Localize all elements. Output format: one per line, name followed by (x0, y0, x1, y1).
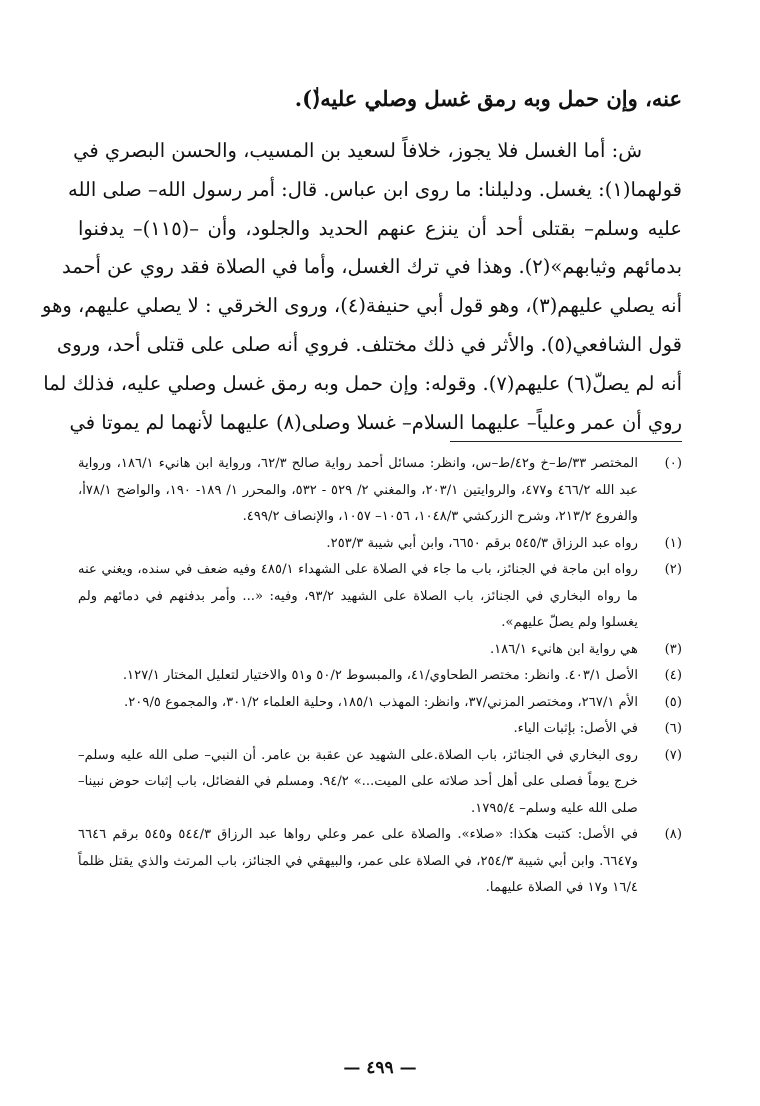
main-line: ش: أما الغسل فلا يجوز، خلافاً لسعيد بن المسيب، والحسن البصري في (73, 139, 642, 162)
continuation-line: عنه، وإن حمل وبه رمق غسل وصلي عليه(ٰ). (294, 86, 682, 111)
footnote-number: (٦) (664, 721, 682, 736)
footnote-divider (450, 441, 682, 442)
main-line: قولهما(١): يغسل. ودليلنا: ما روى ابن عباس. قال: أمر رسول الله– صلى الله (68, 177, 682, 201)
footnote-text: في الأصل: بإثبات الياء. (513, 721, 638, 736)
footnote-number: (٠) (664, 456, 682, 471)
footnote (78, 743, 682, 823)
footnote-number: (١) (664, 535, 682, 551)
footnote-number: (٢) (664, 562, 682, 577)
main-line: أنه لم يصلّ(٦) عليهم(٧). وقوله: وإن حمل وبه رمق غسل وصلي عليه، فذلك لما (43, 371, 682, 395)
main-line: بدمائهم وثيابهم»(٢). وهذا في ترك الغسل، وأما في الصلاة فقد روي عن أحمد (61, 255, 682, 279)
footnote-text: هي رواية ابن هانيء ١٨٦/١. (489, 641, 638, 657)
main-text (42, 132, 682, 442)
footnote (78, 690, 682, 717)
footnote (78, 716, 682, 743)
footnote-text: روى البخاري في الجنائز، باب الصلاة.على الشهيد عن عقبة بن عامر. أن النبي– صلى الله عليه وسلم– خرج يوماً فصلى على أهل أحد صلاته على الميت...» ٩٤/٢. ومسلم في الفضائل، باب إثبات حوض نبينا– صلى الله عليه وسلم– ١٧٩٥/٤. (78, 747, 638, 816)
footnote-number: (٣) (664, 641, 682, 657)
footnote (78, 557, 682, 637)
main-line: روي أن عمر وعلياً– عليهما السلام– غسلا وصلى(٨) عليهما لأنهما لم يموتا في (69, 410, 682, 434)
footnote-text: رواه ابن ماجة في الجنائز، باب ما جاء في الصلاة على الشهداء ٤٨٥/١ وفيه ضعف في سنده، ويغني عنه ما رواه البخاري في الجنائز، باب الصلاة على الشهيد ٩٣/٢، وفيه: «... وأمر بدفنهم في دمائهم ولم يغسلوا ولم يصلّ عليهم». (78, 562, 638, 630)
footnote (78, 822, 682, 902)
page-number: — ٤٩٩ — (343, 1058, 417, 1078)
main-line: أنه يصلي عليهم(٣)، وهو قول أبي حنيفة(٤)، وروى الخرقي : لا يصلي عليهم، وهو (42, 294, 682, 318)
footnote (78, 451, 682, 531)
footnote-number: (٧) (664, 747, 682, 763)
footnote-text: رواه عبد الرزاق ٥٤٥/٣ برقم ٦٦٥٠، وابن أبي شيبة ٢٥٣/٣. (326, 535, 638, 551)
footnote-text: في الأصل: كتبت هكذا: «صلاء». والصلاة على عمر وعلي رواها عبد الرزاق ٥٤٤/٣ و٥٤٥ برقم ٦٦٤٦ و٦٦٤٧. وابن أبي شيبة ٢٥٤/٣، في الصلاة على عمر، والبيهقي في الجنائز، باب المرتث والذي يقتل ظلماً ١٦/٤ و١٧ في الصلاة عليهما. (78, 827, 639, 895)
main-line: قول الشافعي(٥). والأثر في ذلك مختلف. فروي أنه صلى على قتلى أحد، وروى (56, 332, 682, 356)
main-line: عليه وسلم– بقتلى أحد أن ينزع عنهم الحديد والجلود، وأن –(١١٥)– يدفنوا (78, 216, 682, 240)
footnotes (78, 451, 682, 902)
footnote (78, 663, 682, 690)
footnote-number: (٥) (664, 694, 682, 710)
footnote-text: الأم ٢٦٧/١، ومختصر المزني/٣٧، وانظر: المهذب ١٨٥/١، وحلية العلماء ٣٠١/٢، والمجموع ٢٠٩/٥. (124, 694, 638, 710)
footnote-number: (٤) (664, 668, 682, 683)
footnote (78, 531, 682, 558)
footnote-number: (٨) (664, 827, 682, 842)
footnote (78, 637, 682, 664)
footnote-text: المختصر ٣٣/ط–خ و٤٢/ط–س، وانظر: مسائل أحمد رواية صالح ٦٢/٣، ورواية ابن هانيء ١٨٦/١، ورواية عبد الله ٤٦٦/٢ و٤٧٧، والروايتين ٢٠٣/١، والمغني ٢/ ٥٢٩ - ٥٣٢، والمحرر ١/ ١٨٩- ١٩٠، والواضح ٧٨/١أ، والفروع ٢١٣/٢، وشرح الزركشي ١٠٤٨/٣، ١٠٥٦– ١٠٥٧، والإنصاف ٤٩٩/٢. (78, 456, 638, 524)
footnote-text: الأصل ٤٠٣/١. وانظر: مختصر الطحاوي/٤١، والمبسوط ٥٠/٢ و٥١ والاختيار لتعليل المختار ١٢٧/١. (122, 668, 638, 683)
